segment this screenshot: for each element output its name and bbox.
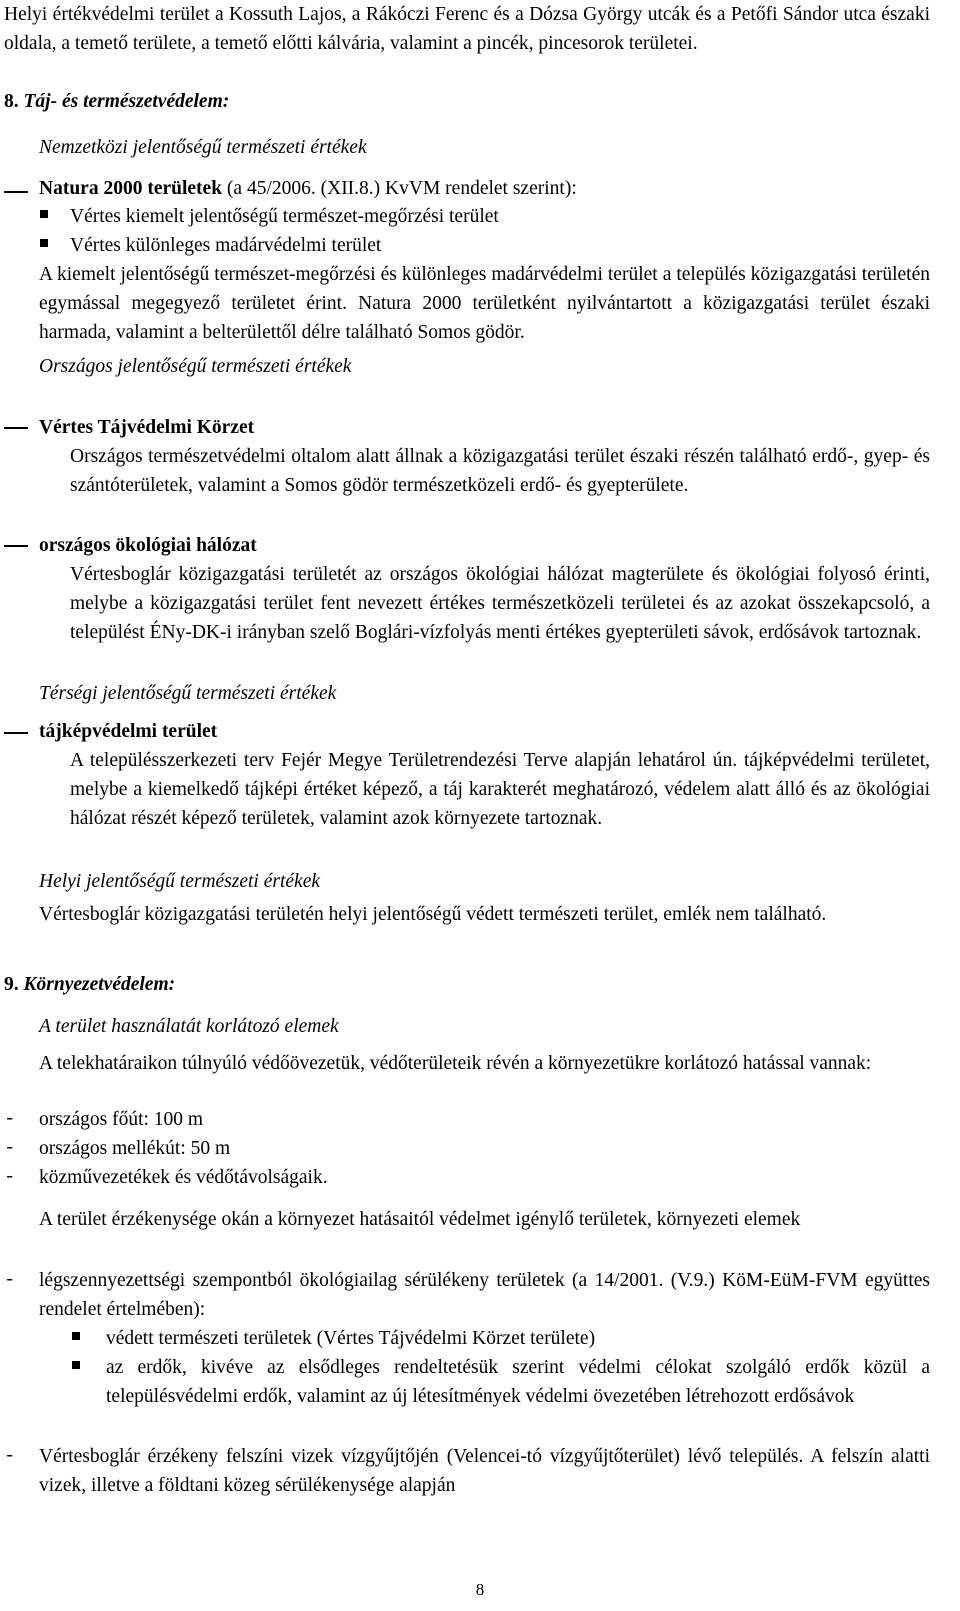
natura-item: Vértes különleges madárvédelmi terület <box>70 235 382 256</box>
section-number: 8. <box>4 91 19 112</box>
tajkep-paragraph: A településszerkezeti terv Fejér Megye Területrendezési Terve alapján lehatárol ún. tájképvédelmi területet, melybe a kiemelkedő tájképi értéket képező, a táj karakterét meghatározó, védelem alatt álló és az ökológiai hálózat részét képező területek, valamint azok környezete tartoznak. <box>70 750 930 829</box>
subheading-tersegi: Térségi jelentőségű természeti értékek <box>39 683 337 704</box>
square-bullet-icon <box>72 1361 80 1369</box>
square-bullet-icon <box>40 239 48 247</box>
korlatozo-item: közművezetékek és védőtávolságaik. <box>39 1167 328 1188</box>
korlatozo-item: országos mellékút: 50 m <box>39 1138 231 1159</box>
subheading-nemzetkozi: Nemzetközi jelentőségű természeti értékek <box>39 137 367 158</box>
section-title: Táj- és természetvédelem: <box>23 91 230 112</box>
subheading-orszagos: Országos jelentőségű természeti értékek <box>39 356 352 377</box>
dash-bullet-icon <box>4 427 28 429</box>
tajvedelmi-title: Vértes Tájvédelmi Körzet <box>39 417 255 438</box>
okologiai-paragraph: Vértesboglár közigazgatási területét az országos ökológiai hálózat magterülete és ökológiai folyosó érinti, melybe a közigazgatási terület fent nevezett értékes természetközeli területei és az azokat összekapcsoló, a települést ÉNy-DK-i irányban szelő Boglári-vízfolyás menti értékes gyepterületi sávok, erdősávok tartoznak. <box>70 564 930 643</box>
natura-paragraph: A kiemelt jelentőségű természet-megőrzési és különleges madárvédelmi terület a település közigazgatási területén egymással megegyező területet érint. Natura 2000 területként nyilvántartott a közigazgatási terület északi harmada, valamint a belterülettől délre található Somos gödör. <box>39 264 930 343</box>
natura-title: Natura 2000 területek <box>39 178 223 199</box>
section-number: 9. <box>4 974 19 995</box>
paragraph-helyi-ertekvedelmi: Helyi értékvédelmi terület a Kossuth Lajos, a Rákóczi Ferenc és a Dózsa György utcák és a Petőfi Sándor utca északi oldala, a temető területe, a temető előtti kálvária, valamint a pincék, pincesorok területei. <box>4 4 930 54</box>
dash-bullet-icon <box>4 545 28 547</box>
section-9-heading <box>4 970 175 999</box>
tajvedelmi-paragraph: Országos természetvédelmi oltalom alatt állnak a közigazgatási terület északi részén található erdő-, gyep- és szántóterületek, valamint a Somos gödör természetközeli erdő- és gyepterülete. <box>70 446 930 496</box>
tajkep-title: tájképvédelmi terület <box>39 721 218 742</box>
square-bullet-icon <box>72 1332 80 1340</box>
hyphen-bullet-icon: - <box>4 1108 16 1130</box>
hyphen-bullet-icon: - <box>4 1166 16 1188</box>
legszenny-item: védett természeti területek (Vértes Tájvédelmi Körzet területe) <box>106 1328 596 1349</box>
korlatozo-item: országos főút: 100 m <box>39 1109 204 1130</box>
okologiai-title: országos ökológiai hálózat <box>39 535 257 556</box>
section-title: Környezetvédelem: <box>23 974 176 995</box>
section-8-heading <box>4 87 229 116</box>
erzekeny-paragraph: A terület érzékenysége okán a környezet hatásaitól védelmet igénylő területek, környezeti elemek <box>39 1209 801 1230</box>
helyi-paragraph: Vértesboglár közigazgatási területén helyi jelentőségű védett természeti terület, emlék nem található. <box>39 904 827 925</box>
natura-line <box>39 174 577 203</box>
hyphen-bullet-icon: - <box>4 1445 16 1467</box>
hyphen-bullet-icon: - <box>4 1137 16 1159</box>
subheading-korlatozo: A terület használatát korlátozó elemek <box>39 1016 339 1037</box>
natura-item: Vértes kiemelt jelentőségű természet-megőrzési terület <box>70 206 499 227</box>
legszenny-paragraph: légszennyezettségi szempontból ökológiailag sérülékeny területek (a 14/2001. (V.9.) KöM-EüM-FVM együttes rendelet értelmében): <box>39 1270 930 1320</box>
natura-rest: (a 45/2006. (XII.8.) KvVM rendelet szerint): <box>222 178 577 199</box>
hyphen-bullet-icon: - <box>4 1269 16 1291</box>
subheading-helyi: Helyi jelentőségű természeti értékek <box>39 871 321 892</box>
korlatozo-paragraph: A telekhatáraikon túlnyúló védőövezetük, védőterületeik révén a környezetükre korlátozó hatással vannak: <box>39 1053 872 1074</box>
page-number: 8 <box>475 1580 485 1599</box>
square-bullet-icon <box>40 210 48 218</box>
vizgyujto-paragraph: Vértesboglár érzékeny felszíni vizek vízgyűjtőjén (Velencei-tó vízgyűjtőterület) lévő település. A felszín alatti vizek, illetve a földtani közeg sérülékenysége alapján <box>39 1446 930 1496</box>
dash-bullet-icon <box>4 732 28 734</box>
dash-bullet-icon <box>4 191 28 193</box>
legszenny-item: az erdők, kivéve az elsődleges rendeltetésük szerint védelmi célokat szolgáló erdők közül a településvédelmi erdők, valamint az új létesítmények védelmi övezetében létrehozott erdősávok <box>106 1357 930 1407</box>
